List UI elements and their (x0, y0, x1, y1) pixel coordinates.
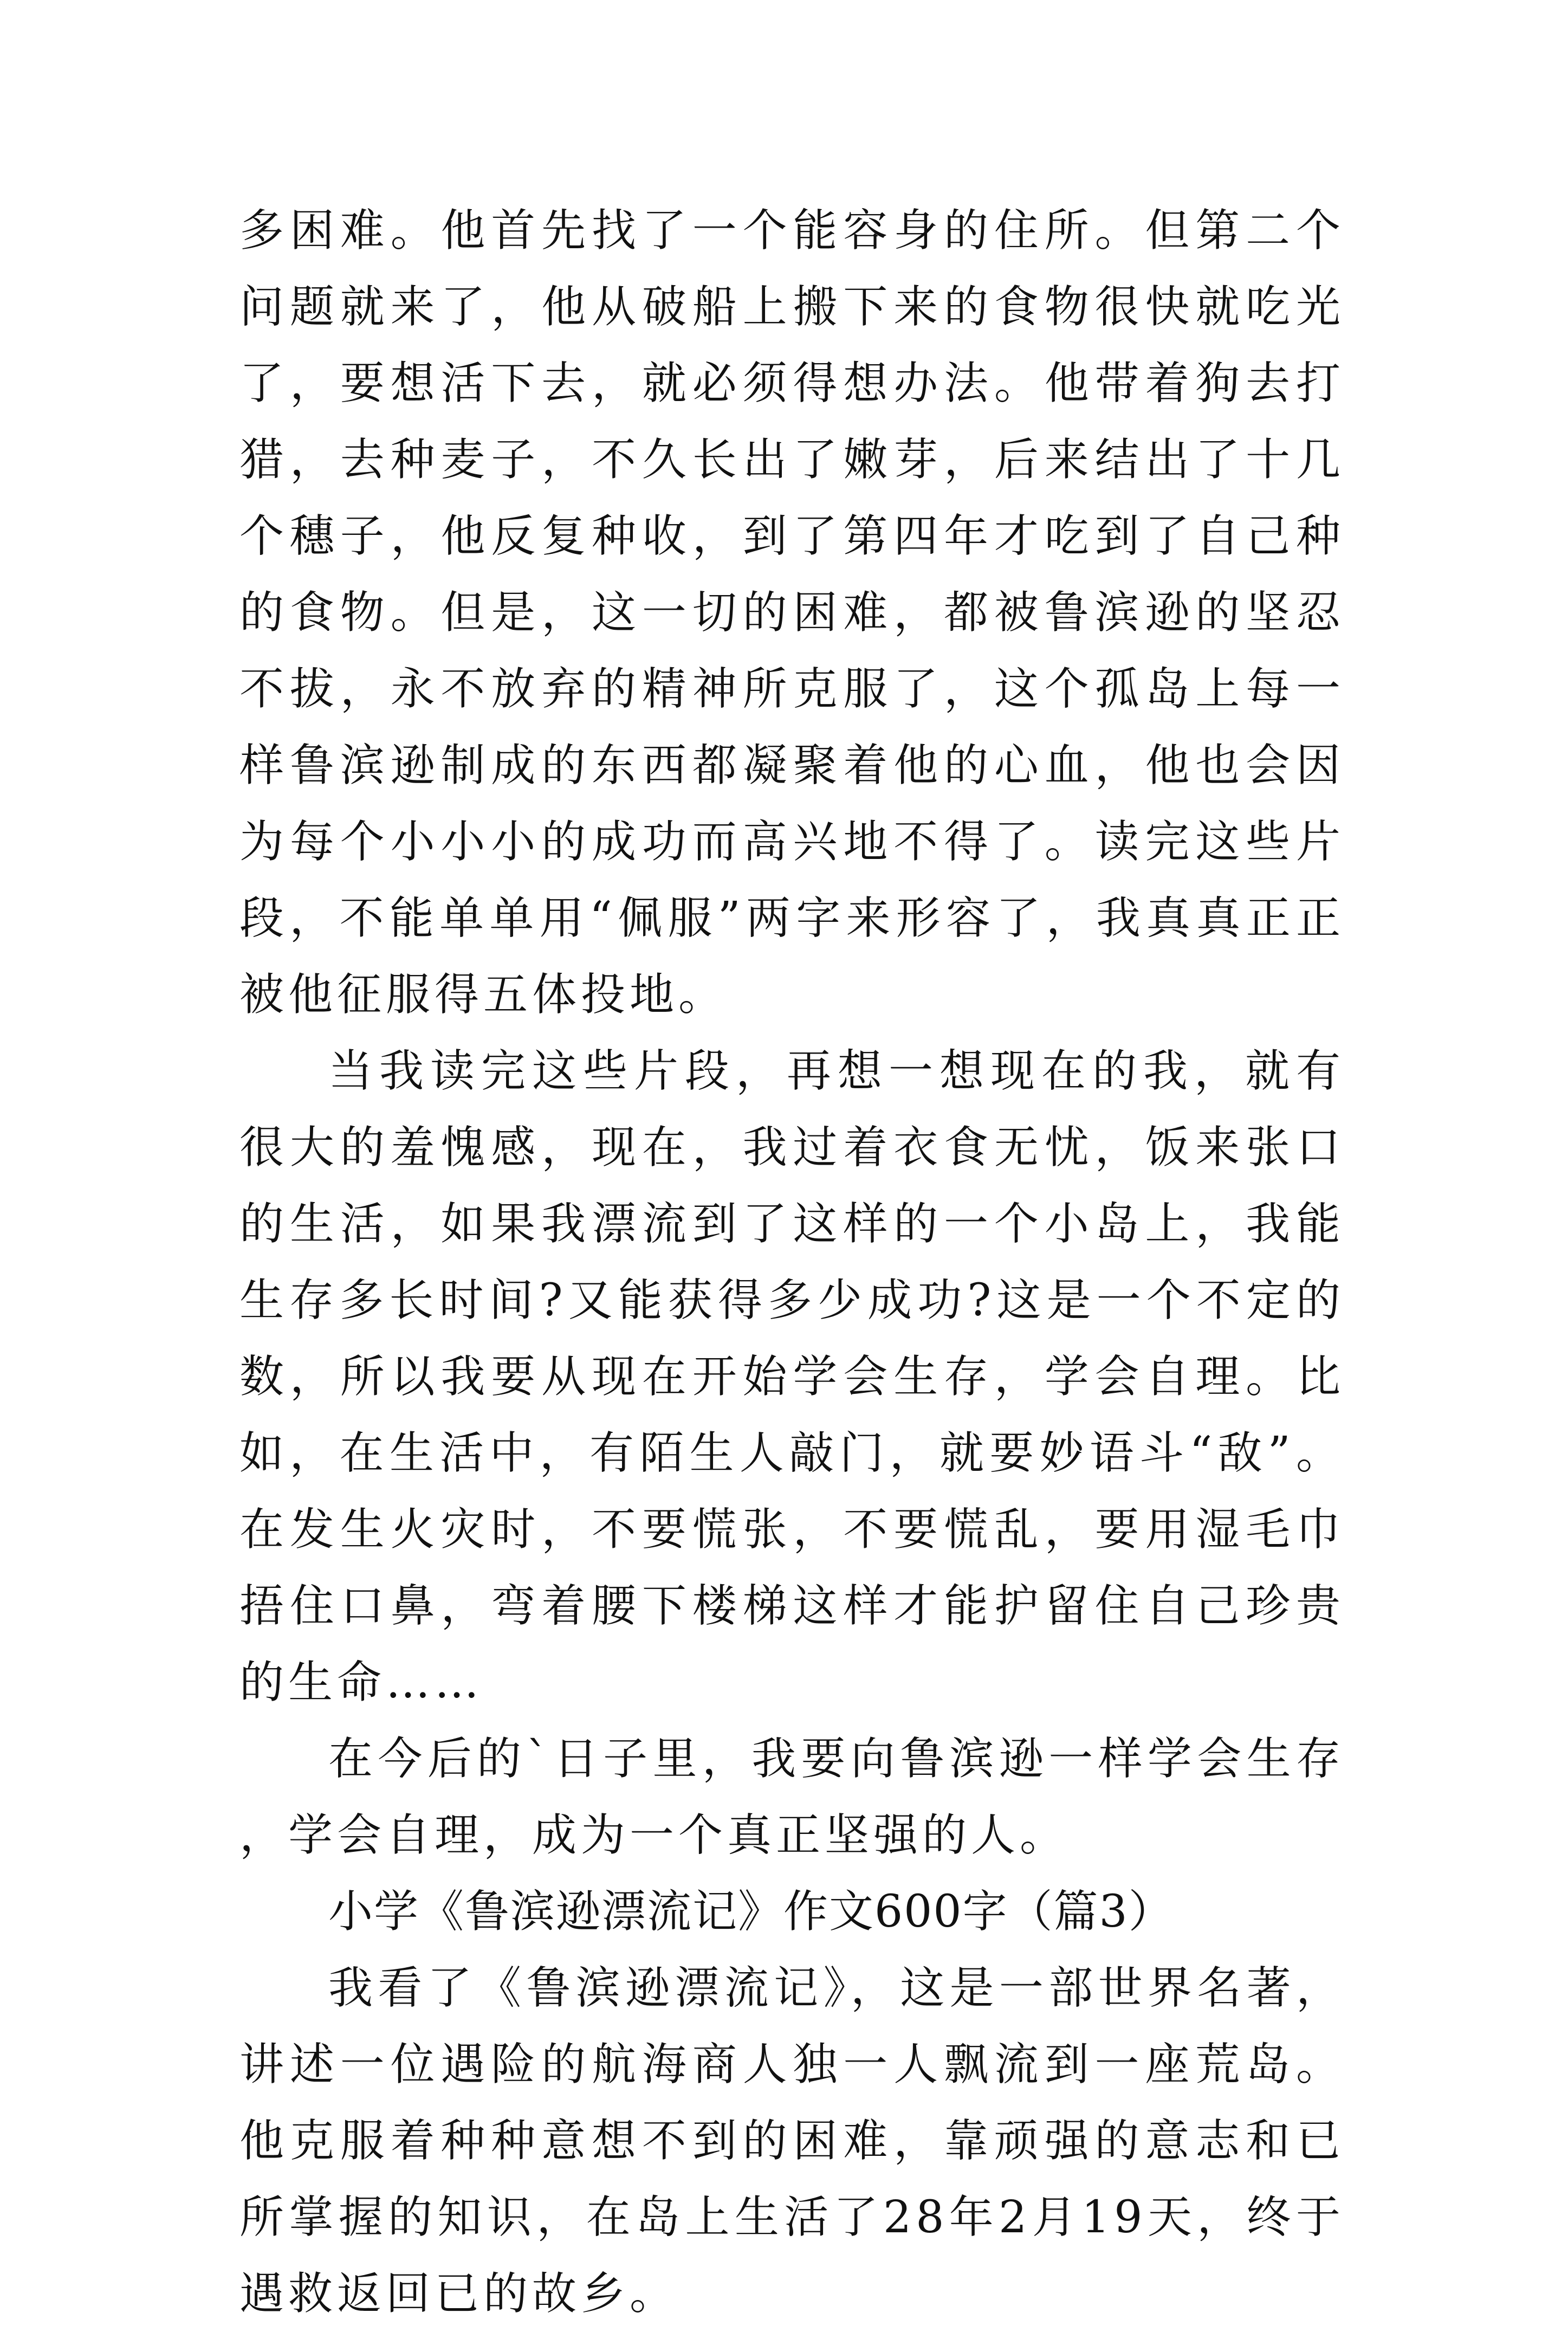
document-body (239, 192, 1345, 2332)
paragraph-3: 在今后的`日子里，我要向鲁滨逊一样学会生存，学会自理，成为一个真正坚强的人。 (239, 1733, 1345, 1861)
section-heading: 小学《鲁滨逊漂流记》作文600字（篇3） (328, 1886, 1174, 1937)
paragraph-1: 多困难。他首先找了一个能容身的住所。但第二个问题就来了，他从破船上搬下来的食物很快就吃光了，要想活下去，就必须得想办法。他带着狗去打猎，去种麦子，不久长出了嫩芽，后来结出了十几个穗子，他反复种收，到了第四年才吃到了自己种的食物。但是，这一切的困难，都被鲁滨逊的坚忍不拔，永不放弃的精神所克服了，这个孤岛上每一样鲁滨逊制成的东西都凝聚着他的心血，他也会因为每个小小小的成功而高兴地不得了。读完这些片段，不能单单用“佩服”两字来形容了，我真真正正被他征服得五体投地。 (239, 205, 1345, 1020)
paragraph-2: 当我读完这些片段，再想一想现在的我，就有很大的羞愧感，现在，我过着衣食无忧，饭来张口的生活，如果我漂流到了这样的一个小岛上，我能生存多长时间?又能获得多少成功?这是一个不定的数，所以我要从现在开始学会生存，学会自理。比如，在生活中，有陌生人敲门，就要妙语斗“敌”。在发生火灾时，不要慌张，不要慌乱，要用湿毛巾捂住口鼻，弯着腰下楼梯这样才能护留住自己珍贵的生命…… (239, 1045, 1345, 1708)
paragraph-4: 我看了《鲁滨逊漂流记》，这是一部世界名著，讲述一位遇险的航海商人独一人飘流到一座荒岛。他克服着种种意想不到的困难，靠顽强的意志和已所掌握的知识，在岛上生活了28年2月19天，终于遇救返回已的故乡。 (239, 1962, 1345, 2320)
